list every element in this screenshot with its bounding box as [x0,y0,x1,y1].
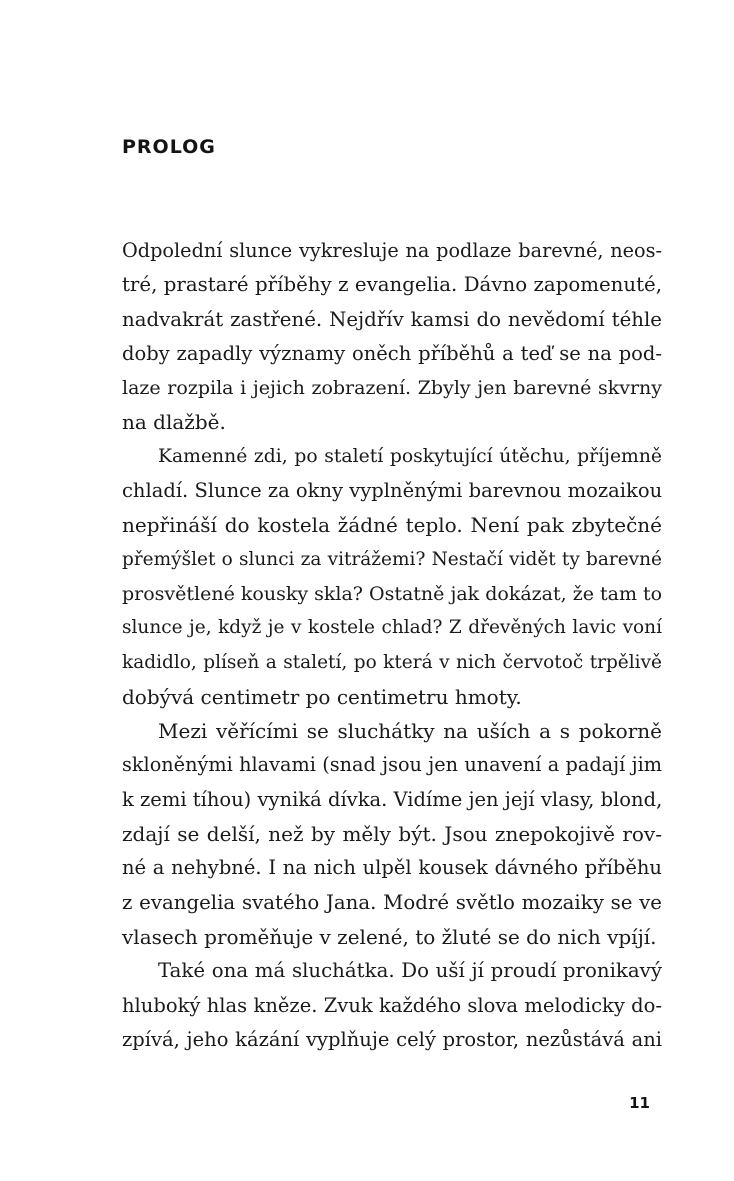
text-line: z evangelia svatého Jana. Modré světlo mozaiky se ve [122,890,662,914]
text-line: né a nehybné. I na nich ulpěl kousek dávného příběhu [122,856,662,880]
text-line: k zemi tíhou) vyniká dívka. Vidíme jen její vlasy, blond, [122,787,663,811]
text-line: zpívá, jeho kázání vyplňuje celý prostor, nezůstává ani [122,1027,662,1051]
text-line: Také ona má sluchátka. Do uší jí proudí pronikavý [158,959,662,983]
text-line: skloněnými hlavami (snad jsou jen unavení a padají jim [122,753,662,777]
text-line: přemýšlet o slunci za vitrážemi? Nestačí vidět ty barevné [122,548,662,570]
text-line: chladí. Slunce za okny vyplněnými barevnou mozaikou [122,479,663,503]
text-line: prosvětlené kousky skla? Ostatně jak dokázat, že tam to [122,582,663,605]
text-line: zdají se delší, než by měly být. Jsou znepokojivě rov- [122,822,662,847]
text-line: Mezi věřícími se sluchátky na uších a s pokorně [158,719,662,744]
text-line: hluboký hlas kněze. Zvuk každého slova melodicky do- [122,993,662,1017]
text-line: Odpolední slunce vykresluje na podlaze barevné, neos- [122,239,662,262]
text-line: kadidlo, plíseň a staletí, po která v nich červotoč trpělivě [122,651,662,673]
page-number: 11 [629,1094,650,1112]
text-line: Kamenné zdi, po staletí poskytující útěchu, příjemně [158,445,662,467]
text-line: slunce je, když je v kostele chlad? Z dřevěných lavic voní [122,617,662,639]
text-line: vlasech proměňuje v zelené, to žluté se do nich vpíjí. [122,924,657,949]
chapter-title: PROLOG [122,136,216,158]
body-text [122,234,662,1057]
text-line: na dlažbě. [122,410,226,435]
text-line: dobývá centimetr po centimetru hmoty. [122,684,522,709]
text-line: nepřináší do kostela žádné teplo. Není pak zbytečné [122,513,662,538]
text-line: doby zapadly významy oněch příběhů a teď se na pod- [122,341,662,365]
text-line: nadvakrát zastřené. Nejdřív kamsi do nevědomí téhle [122,307,662,331]
text-line: laze rozpila i jejich zobrazení. Zbyly jen barevné skvrny [122,377,662,400]
text-line: tré, prastaré příběhy z evangelia. Dávno zapomenuté, [122,273,662,297]
